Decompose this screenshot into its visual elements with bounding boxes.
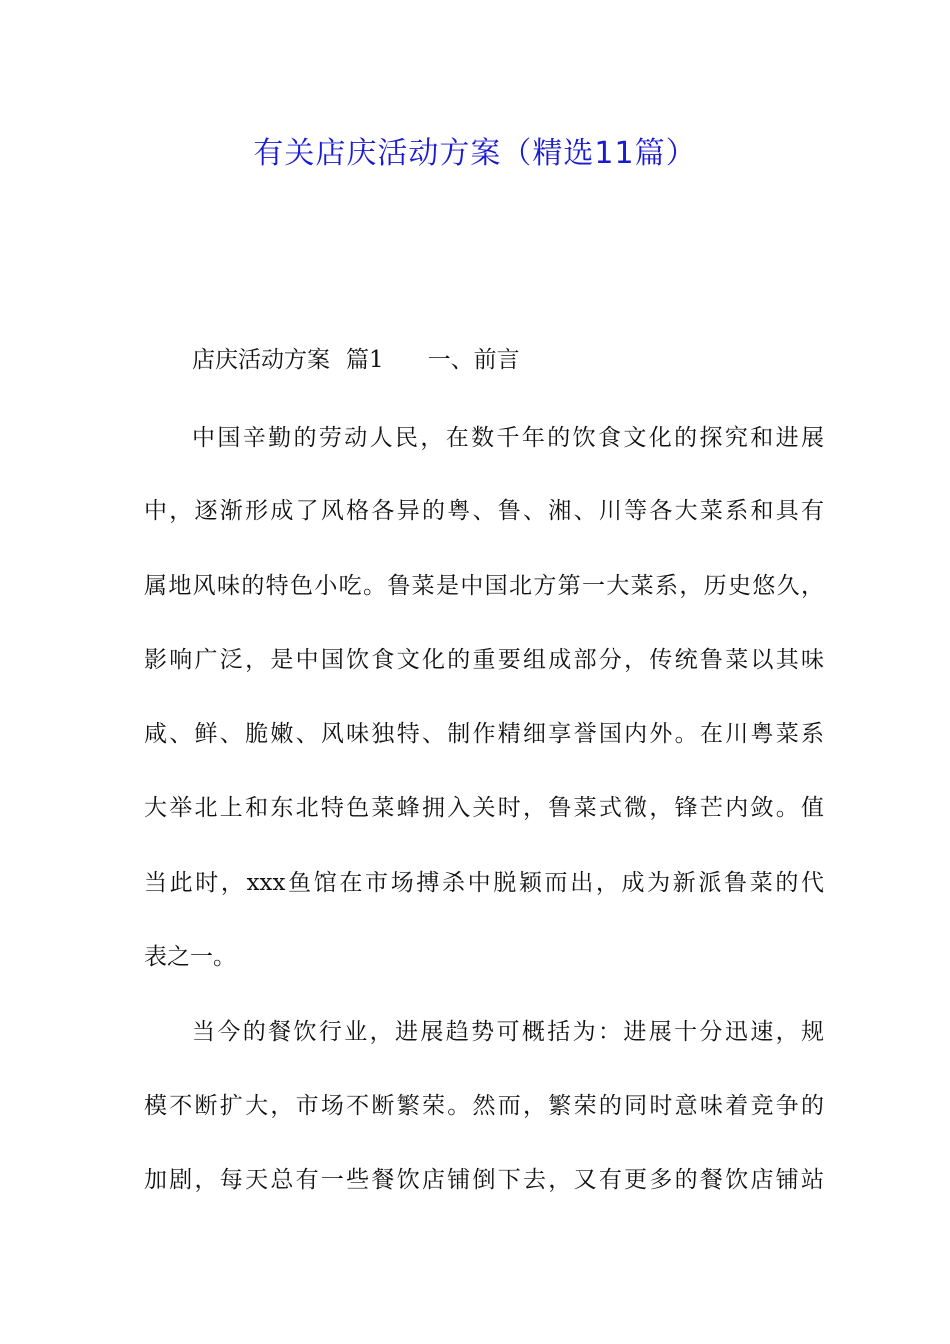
document-title: 有关店庆活动方案（精选11篇）	[253, 136, 697, 171]
paragraph-1-line-4: 影响广泛，是中国饮食文化的重要组成部分，传统鲁菜以其味	[144, 647, 824, 673]
section-heading: 店庆活动方案	[192, 347, 330, 373]
paragraph-1-line-7: 当此时，xxx鱼馆在市场搏杀中脱颖而出，成为新派鲁菜的代	[144, 870, 824, 896]
section-number: 篇1	[346, 347, 384, 373]
paragraph-1-line-2: 中，逐渐形成了风格各异的粤、鲁、湘、川等各大菜系和具有	[144, 498, 824, 524]
paragraph-1-line-5: 咸、鲜、脆嫩、风味独特、制作精细享誉国内外。在川粤菜系	[144, 721, 824, 747]
paragraph-2-line-2: 模不断扩大，市场不断繁荣。然而，繁荣的同时意味着竞争的	[144, 1093, 824, 1119]
paragraph-1-line-6: 大举北上和东北特色菜蜂拥入关时，鲁菜式微，锋芒内敛。值	[144, 795, 824, 821]
paragraph-2-line-1: 当今的餐饮行业，进展趋势可概括为：进展十分迅速，规	[192, 1019, 824, 1045]
paragraph-2-line-3: 加剧，每天总有一些餐饮店铺倒下去，又有更多的餐饮店铺站	[144, 1167, 824, 1193]
paragraph-1-line-8: 表之一。	[144, 944, 236, 970]
paragraph-1-line-1: 中国辛勤的劳动人民，在数千年的饮食文化的探究和进展	[192, 425, 824, 451]
paragraph-1-line-3: 属地风味的特色小吃。鲁菜是中国北方第一大菜系，历史悠久，	[144, 573, 824, 599]
subsection-heading: 一、前言	[427, 347, 520, 373]
section-heading-line	[192, 342, 520, 378]
